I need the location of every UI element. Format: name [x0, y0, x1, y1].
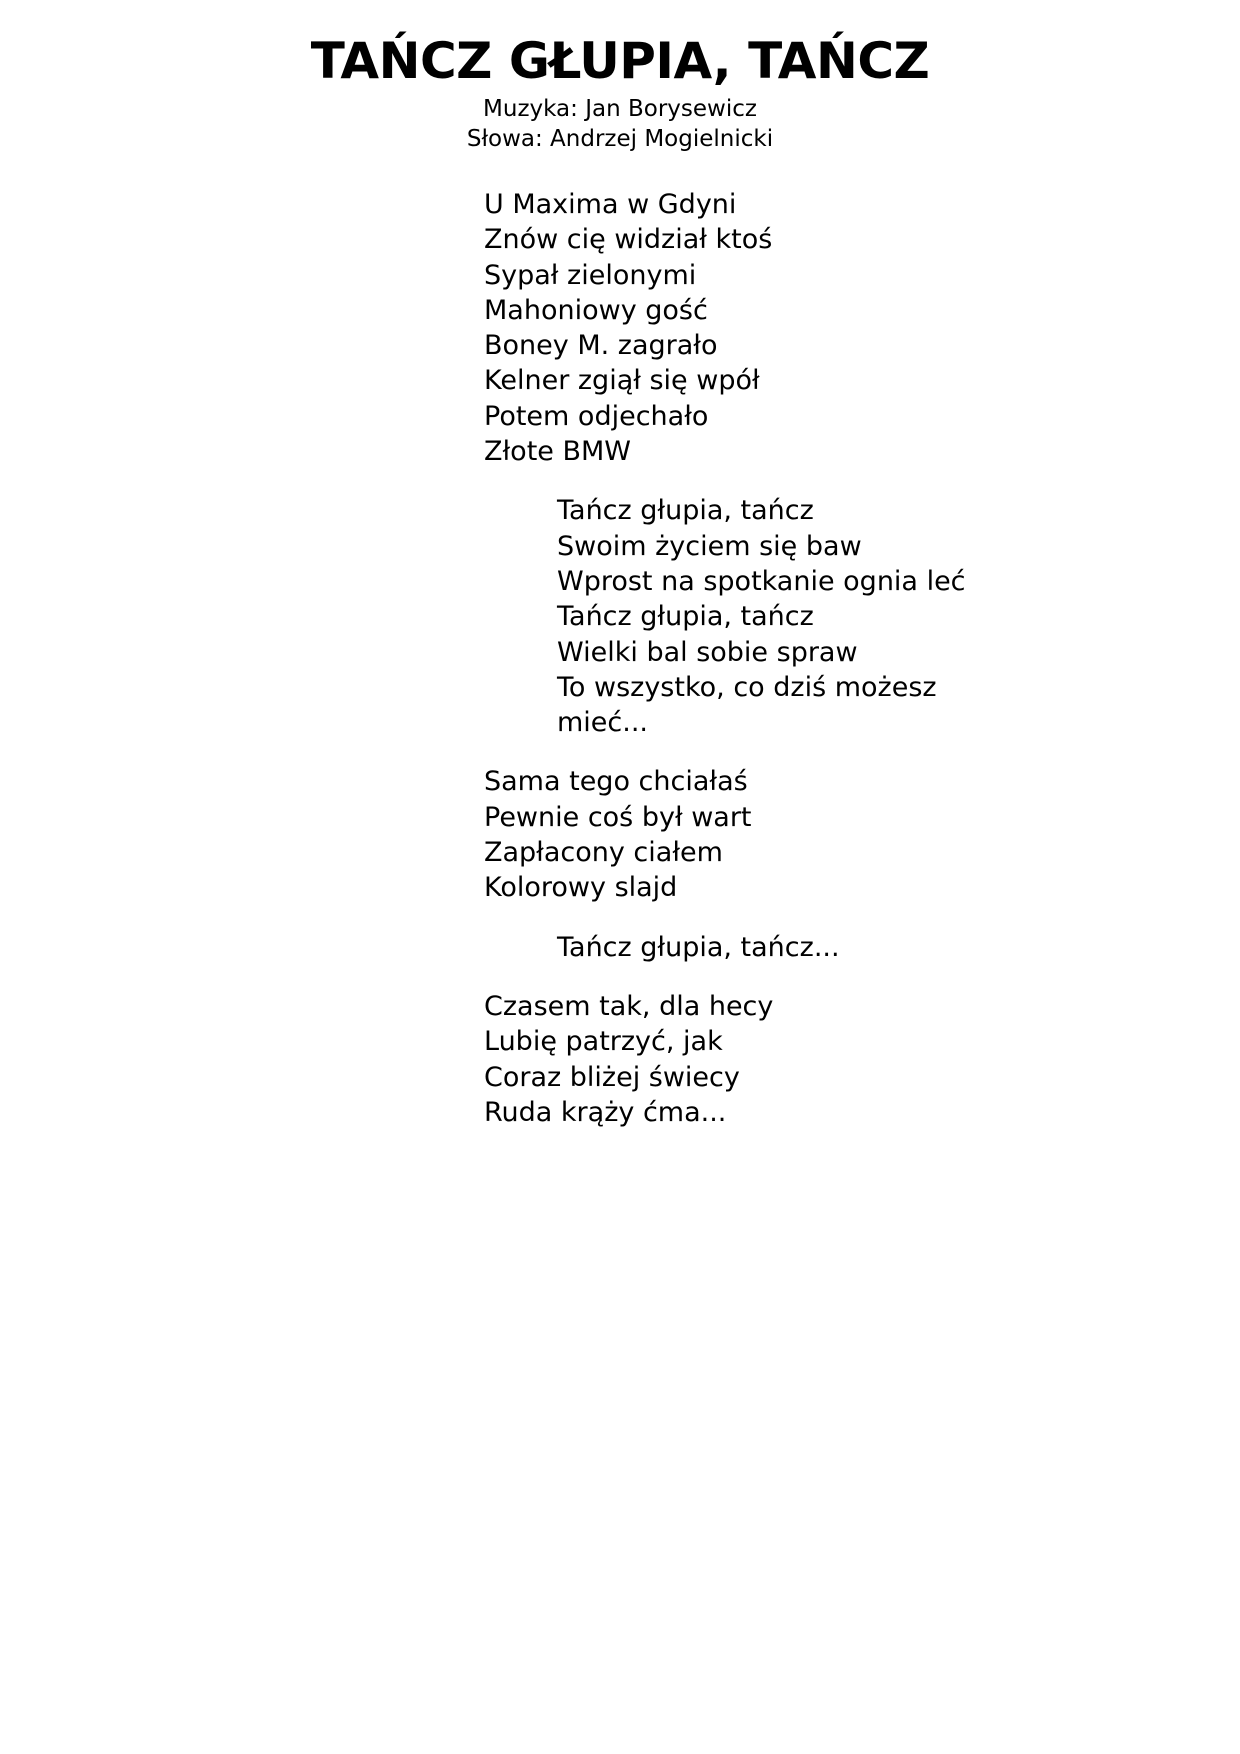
lyric-line: Tańcz głupia, tańcz [557, 601, 814, 633]
lyric-line: Złote BMW [484, 436, 631, 468]
lyric-line: mieć... [557, 707, 649, 739]
lyric-line: Wprost na spotkanie ognia leć [557, 565, 966, 597]
song-header [0, 28, 1240, 154]
lyric-line: Swoim życiem się baw [557, 530, 862, 562]
lyric-line: Czasem tak, dla hecy [484, 990, 774, 1022]
lyric-line: To wszystko, co dziś możesz [557, 671, 937, 703]
lyric-line: Tańcz głupia, tańcz... [557, 931, 840, 963]
lyric-line: Coraz bliżej świecy [484, 1061, 740, 1093]
lyric-line: Pewnie coś był wart [484, 801, 752, 833]
lyric-line: Ruda krąży ćma... [484, 1096, 727, 1128]
lyric-line: U Maxima w Gdyni [484, 189, 737, 220]
stanza-verse-1 [484, 187, 1204, 469]
song-title: TAŃCZ GŁUPIA, TAŃCZ [310, 32, 930, 90]
lyric-line: Sypał zielonymi [484, 259, 697, 291]
lyric-line: Zapłacony ciałem [484, 837, 723, 869]
lyric-line: Mahoniowy gość [484, 294, 708, 326]
stanza-refrain-1 [484, 493, 1204, 740]
lyric-line: Potem odjechało [484, 400, 709, 432]
lyric-line: Lubię patrzyć, jak [484, 1026, 723, 1058]
lyric-line: Boney M. zagrało [484, 330, 718, 362]
stanza-verse-3 [484, 989, 1204, 1130]
stanza-refrain-2 [484, 930, 1204, 965]
lyrics-credit: Słowa: Andrzej Mogielnicki [466, 126, 774, 152]
lyric-line: Tańcz głupia, tańcz [557, 495, 814, 527]
lyric-line: Kelner zgiął się wpół [484, 365, 760, 397]
lyric-line: Sama tego chciałaś [484, 766, 748, 798]
lyric-line: Kolorowy slajd [484, 872, 678, 904]
lyric-line: Znów cię widział ktoś [484, 224, 773, 256]
stanza-verse-2 [484, 764, 1204, 905]
lyrics-body [484, 187, 1204, 1154]
music-credit: Muzyka: Jan Borysewicz [483, 96, 757, 122]
lyric-line: Wielki bal sobie spraw [557, 636, 858, 668]
